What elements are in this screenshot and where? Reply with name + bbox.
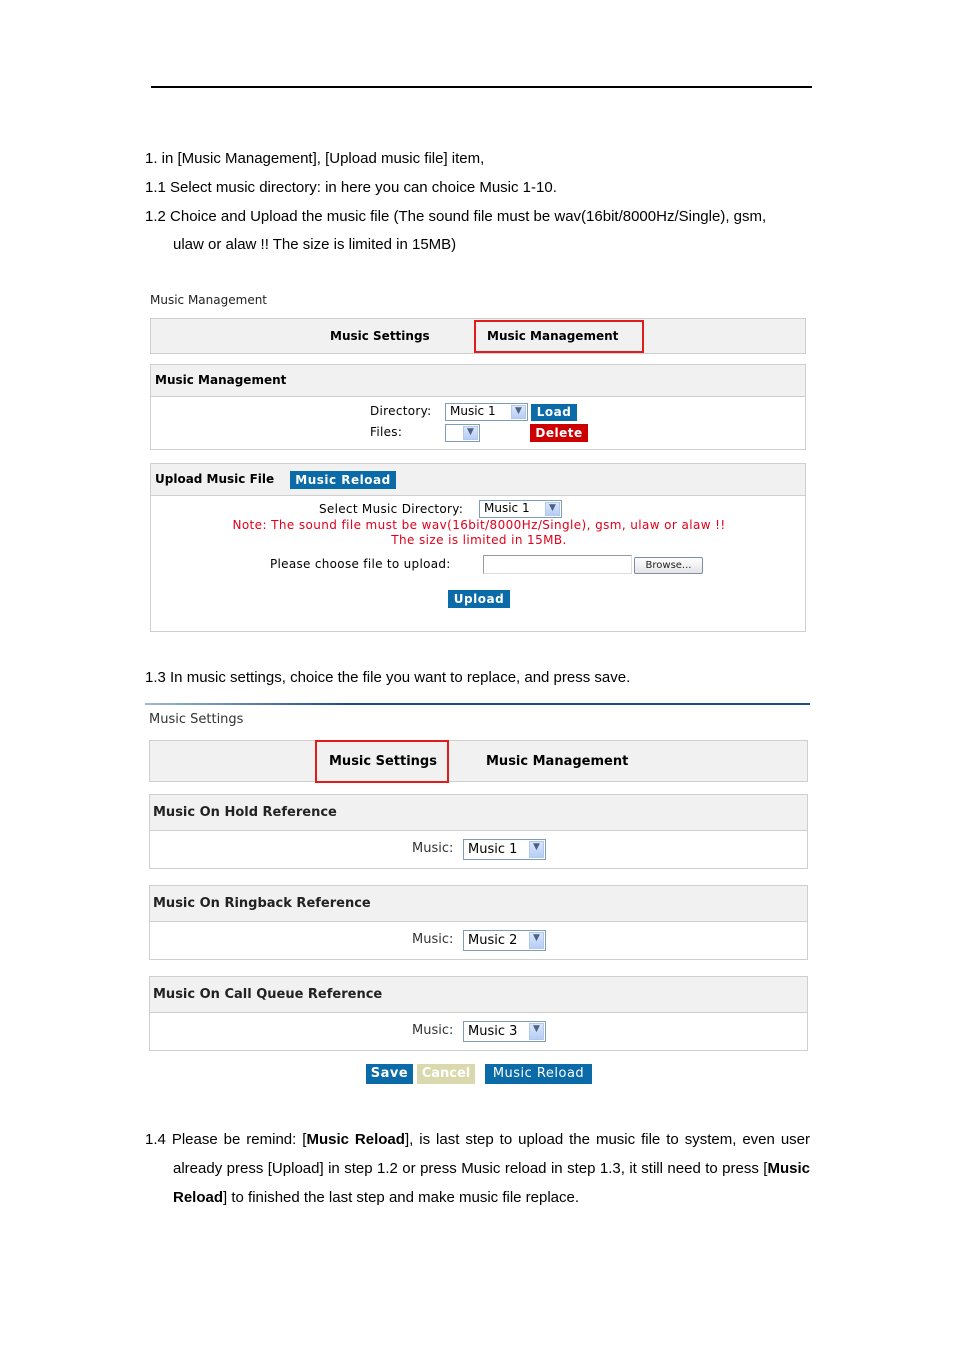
delete-button[interactable]: Delete	[530, 424, 588, 442]
music-on-hold-select[interactable]	[463, 839, 546, 860]
directory-select-value: Music 1	[450, 404, 496, 418]
note-size-text: The size is limited in 15MB.	[391, 533, 567, 547]
files-select[interactable]	[445, 424, 480, 442]
panel-header	[150, 886, 807, 922]
music-on-ringback-panel	[149, 885, 808, 960]
screenshot2-top-rule	[145, 703, 810, 705]
panel-title: Music On Call Queue Reference	[153, 987, 383, 1002]
tab-music-settings[interactable]: Music Settings	[330, 329, 430, 343]
shot2-tab-bar	[149, 740, 808, 782]
choose-file-label: Please choose file to upload:	[270, 557, 451, 571]
panel-title: Music Management	[155, 373, 287, 387]
music-on-ringback-value: Music 2	[468, 933, 518, 948]
music-label: Music:	[412, 1023, 454, 1038]
step-1-3-text: 1.3 In music settings, choice the file you want to replace, and press save.	[145, 669, 631, 686]
chevron-down-icon: ▼	[529, 841, 544, 858]
music-reload-button[interactable]: Music Reload	[290, 471, 396, 489]
music-label: Music:	[412, 841, 454, 856]
directory-select[interactable]	[445, 403, 528, 421]
step-1-1-text: 1.1 Select music directory: in here you can choice Music 1-10.	[145, 179, 557, 196]
step-1-2-text-line1: 1.2 Choice and Upload the music file (The sound file must be wav(16bit/8000Hz/Single), gsm,	[145, 208, 767, 225]
panel-header	[151, 365, 805, 397]
cancel-button[interactable]: Cancel	[417, 1064, 475, 1084]
save-button[interactable]: Save	[366, 1064, 413, 1084]
browse-button[interactable]: Browse...	[634, 557, 703, 574]
chevron-down-icon: ▼	[463, 426, 478, 440]
panel-title: Music On Ringback Reference	[153, 896, 371, 911]
tab-music-management[interactable]: Music Management	[487, 329, 619, 343]
file-path-input[interactable]	[483, 555, 632, 574]
note-format-text: Note: The sound file must be wav(16bit/8000Hz/Single), gsm, ulaw or alaw !!	[232, 518, 726, 532]
header-rule	[151, 86, 812, 88]
step-1-text: 1. in [Music Management], [Upload music file] item,	[145, 150, 485, 167]
select-music-directory-label: Select Music Directory:	[319, 502, 464, 516]
music-on-call-queue-select[interactable]	[463, 1021, 546, 1042]
files-label: Files:	[370, 425, 403, 439]
step-1-4-part-a: 1.4 Please be remind: [	[145, 1131, 307, 1148]
highlight-box-music-management-tab	[474, 320, 644, 353]
upload-music-file-panel	[150, 463, 806, 632]
music-on-hold-value: Music 1	[468, 842, 518, 857]
highlight-box-music-settings-tab	[315, 740, 449, 783]
load-button[interactable]: Load	[531, 404, 577, 421]
music-management-panel	[150, 364, 806, 450]
panel-header	[151, 464, 805, 496]
step-1-4-bold-2: Music Reload	[173, 1160, 810, 1206]
directory-label: Directory:	[370, 404, 432, 418]
panel-header	[150, 977, 807, 1013]
chevron-down-icon: ▼	[529, 932, 544, 949]
panel-title: Upload Music File	[155, 472, 275, 486]
chevron-down-icon: ▼	[545, 502, 560, 516]
music-on-call-queue-value: Music 3	[468, 1024, 518, 1039]
panel-title: Music On Hold Reference	[153, 805, 337, 820]
chevron-down-icon: ▼	[511, 405, 526, 419]
music-reload-button[interactable]: Music Reload	[485, 1064, 592, 1084]
chevron-down-icon: ▼	[529, 1023, 544, 1040]
upload-button[interactable]: Upload	[448, 590, 510, 608]
music-on-ringback-select[interactable]	[463, 930, 546, 951]
music-on-hold-panel	[149, 794, 808, 869]
tab-music-settings[interactable]: Music Settings	[329, 754, 437, 769]
step-1-4-text	[145, 1125, 810, 1212]
music-label: Music:	[412, 932, 454, 947]
tab-music-management[interactable]: Music Management	[486, 754, 629, 769]
screenshot1-caption: Music Management	[150, 293, 268, 307]
step-1-4-bold-1: Music Reload	[306, 1131, 405, 1148]
step-1-4-part-c: ] to finished the last step and make music file replace.	[223, 1189, 580, 1206]
select-music-directory-select[interactable]	[479, 500, 562, 518]
step-1-2-text-line2: ulaw or alaw !! The size is limited in 15MB)	[173, 236, 457, 253]
step-1-4-part-b: ], is last step to upload the music file to system, even user already press [Upload] in step 1.2 or press Music reload in step 1.3, it still need to press [	[173, 1131, 810, 1177]
music-on-call-queue-panel	[149, 976, 808, 1051]
panel-header	[150, 795, 807, 831]
select-music-directory-value: Music 1	[484, 501, 530, 515]
screenshot2-caption: Music Settings	[149, 712, 244, 727]
